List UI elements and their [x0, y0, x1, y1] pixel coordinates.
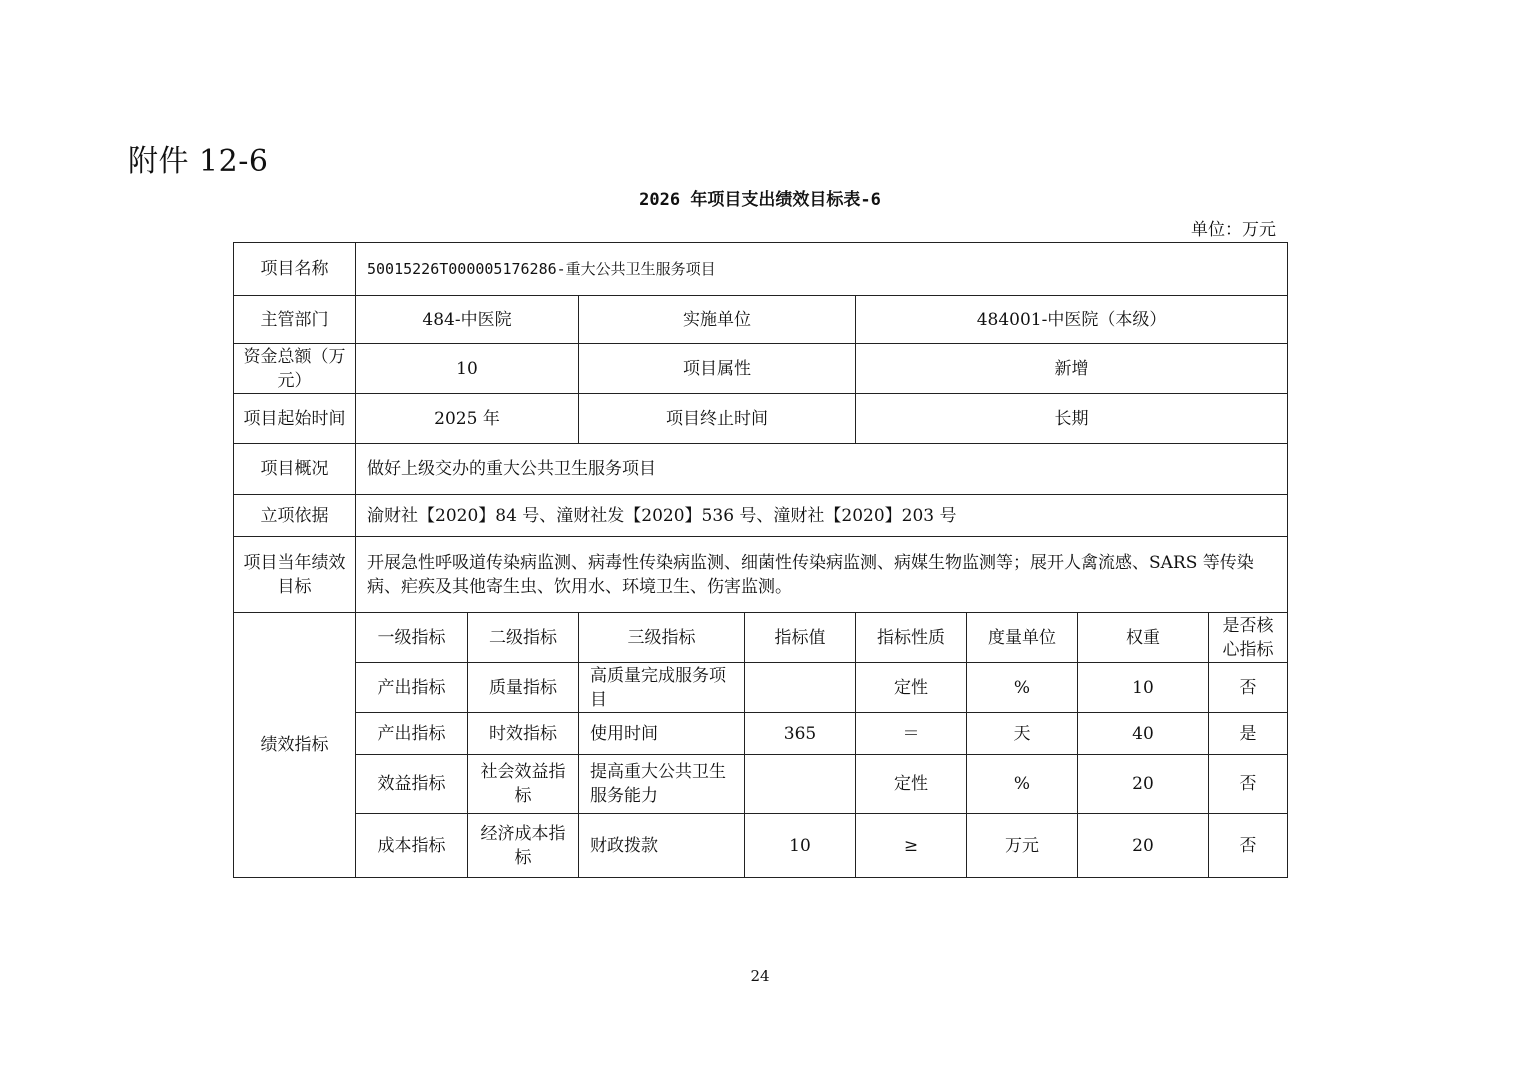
end-label: 项目终止时间 — [579, 394, 856, 444]
cell-level3: 提高重大公共卫生服务能力 — [579, 755, 745, 814]
cell-level1: 产出指标 — [356, 713, 468, 755]
cell-level2: 经济成本指标 — [468, 814, 579, 878]
header-nature: 指标性质 — [856, 613, 967, 663]
table-row — [234, 814, 1288, 878]
header-level1: 一级指标 — [356, 613, 468, 663]
row-goal — [234, 537, 1288, 613]
overview-label: 项目概况 — [234, 444, 356, 495]
basis-label: 立项依据 — [234, 495, 356, 537]
cell-weight: 20 — [1078, 814, 1209, 878]
cell-level1: 效益指标 — [356, 755, 468, 814]
basis-value: 渝财社【2020】84 号、潼财社发【2020】536 号、潼财社【2020】203 号 — [356, 495, 1288, 537]
cell-level1: 成本指标 — [356, 814, 468, 878]
cell-weight: 40 — [1078, 713, 1209, 755]
cell-level3: 财政拨款 — [579, 814, 745, 878]
cell-value: 365 — [745, 713, 856, 755]
overview-value: 做好上级交办的重大公共卫生服务项目 — [356, 444, 1288, 495]
performance-target-table — [233, 242, 1288, 878]
cell-unit: % — [967, 663, 1078, 713]
document-title: 2026 年项目支出绩效目标表-6 — [639, 190, 881, 210]
header-level2: 二级指标 — [468, 613, 579, 663]
header-unit: 度量单位 — [967, 613, 1078, 663]
cell-value — [745, 755, 856, 814]
cell-core: 否 — [1209, 663, 1288, 713]
page-number: 24 — [750, 967, 770, 985]
cell-core: 是 — [1209, 713, 1288, 755]
cell-unit: % — [967, 755, 1078, 814]
cell-nature: ＝ — [856, 713, 967, 755]
row-period — [234, 394, 1288, 444]
dept-value: 484-中医院 — [356, 296, 579, 344]
header-core: 是否核心指标 — [1209, 613, 1288, 663]
row-funds — [234, 344, 1288, 394]
cell-level2: 社会效益指标 — [468, 755, 579, 814]
attr-value: 新增 — [856, 344, 1288, 394]
row-basis — [234, 495, 1288, 537]
cell-level2: 质量指标 — [468, 663, 579, 713]
header-weight: 权重 — [1078, 613, 1209, 663]
row-overview — [234, 444, 1288, 495]
project-name-value: 50015226T000005176286-重大公共卫生服务项目 — [356, 243, 1288, 296]
unit-label: 单位：万元 — [1191, 220, 1276, 240]
cell-weight: 20 — [1078, 755, 1209, 814]
attachment-label: 附件 12-6 — [128, 144, 269, 179]
start-label: 项目起始时间 — [234, 394, 356, 444]
header-level3: 三级指标 — [579, 613, 745, 663]
cell-level2: 时效指标 — [468, 713, 579, 755]
goal-value: 开展急性呼吸道传染病监测、病毒性传染病监测、细菌性传染病监测、病媒生物监测等；展开人禽流感、SARS 等传染病、疟疾及其他寄生虫、饮用水、环境卫生、伤害监测。 — [356, 537, 1288, 613]
cell-value — [745, 663, 856, 713]
cell-weight: 10 — [1078, 663, 1209, 713]
header-value: 指标值 — [745, 613, 856, 663]
attr-label: 项目属性 — [579, 344, 856, 394]
funds-value: 10 — [356, 344, 579, 394]
cell-level3: 高质量完成服务项目 — [579, 663, 745, 713]
table-row — [234, 755, 1288, 814]
cell-unit: 万元 — [967, 814, 1078, 878]
cell-nature: ≥ — [856, 814, 967, 878]
cell-nature: 定性 — [856, 663, 967, 713]
goal-label: 项目当年绩效目标 — [234, 537, 356, 613]
impl-value: 484001-中医院（本级） — [856, 296, 1288, 344]
row-project-name — [234, 243, 1288, 296]
row-dept — [234, 296, 1288, 344]
start-value: 2025 年 — [356, 394, 579, 444]
indicators-label: 绩效指标 — [234, 613, 356, 878]
cell-core: 否 — [1209, 814, 1288, 878]
project-name-label: 项目名称 — [234, 243, 356, 296]
cell-unit: 天 — [967, 713, 1078, 755]
impl-label: 实施单位 — [579, 296, 856, 344]
cell-level1: 产出指标 — [356, 663, 468, 713]
cell-nature: 定性 — [856, 755, 967, 814]
end-value: 长期 — [856, 394, 1288, 444]
cell-core: 否 — [1209, 755, 1288, 814]
funds-label: 资金总额（万元） — [234, 344, 356, 394]
indicator-header-row — [234, 613, 1288, 663]
cell-level3: 使用时间 — [579, 713, 745, 755]
table-row — [234, 663, 1288, 713]
table-row — [234, 713, 1288, 755]
dept-label: 主管部门 — [234, 296, 356, 344]
cell-value: 10 — [745, 814, 856, 878]
